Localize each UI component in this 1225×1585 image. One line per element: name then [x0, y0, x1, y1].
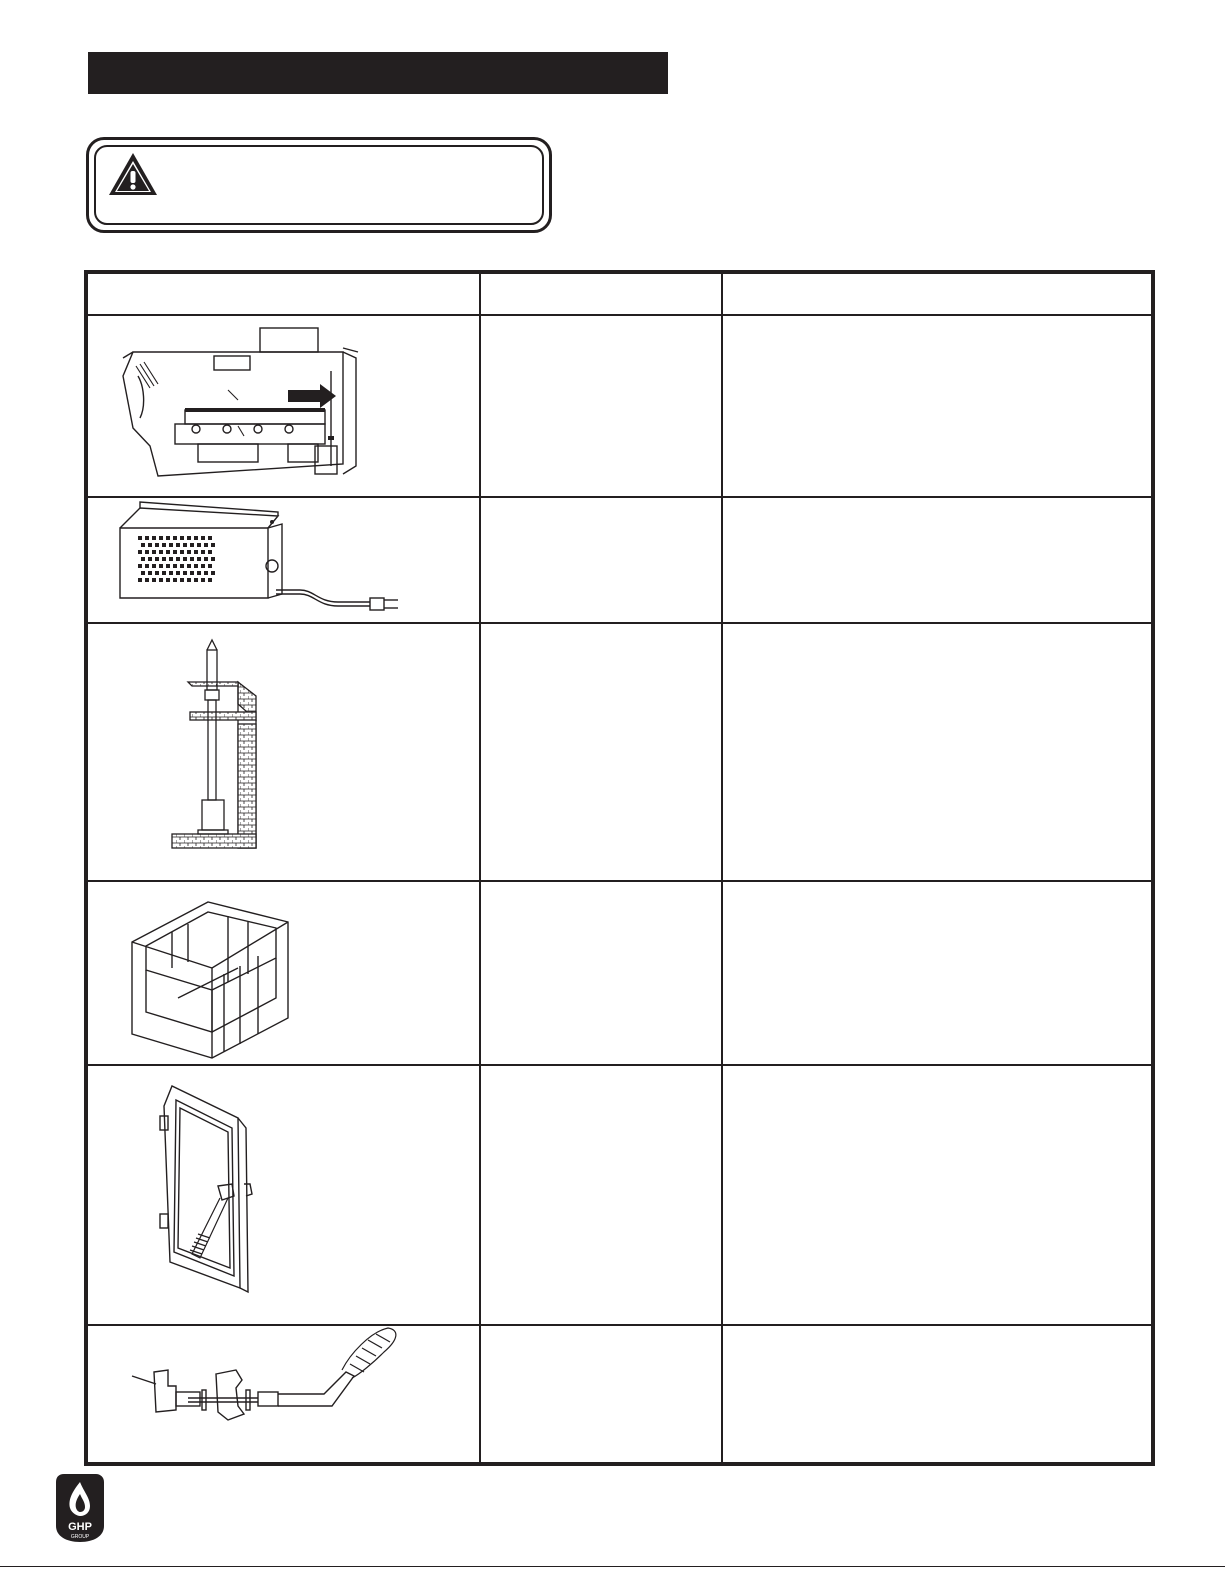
section-title-bar: [88, 52, 668, 94]
vent-hole: [141, 543, 145, 547]
part-cell: [480, 881, 722, 1065]
figure-cell: [86, 623, 480, 881]
table-row: [86, 1325, 1153, 1464]
vent-hole: [173, 564, 177, 568]
vent-hole: [197, 557, 201, 561]
logo-text: GHP: [68, 1521, 92, 1533]
vent-hole: [190, 557, 194, 561]
description-cell: [722, 623, 1153, 881]
vent-hole: [141, 557, 145, 561]
vent-hole: [162, 543, 166, 547]
vent-hole: [159, 550, 163, 554]
bottom-rule: [0, 1566, 1225, 1567]
vent-hole: [211, 571, 215, 575]
vent-hole: [194, 578, 198, 582]
parts-table: [84, 270, 1155, 1466]
vent-hole: [169, 557, 173, 561]
vent-hole: [138, 578, 142, 582]
blower-box-icon: [88, 498, 482, 622]
part-cell: [480, 1325, 722, 1464]
vent-hole: [197, 543, 201, 547]
glass-door-icon: [88, 1066, 482, 1324]
figure-cell: [86, 1325, 480, 1464]
burner-assembly-icon: [88, 316, 482, 494]
vent-hole: [204, 557, 208, 561]
vent-hole: [194, 564, 198, 568]
vent-hole: [201, 550, 205, 554]
description-cell: [722, 315, 1153, 497]
vent-hole: [145, 536, 149, 540]
vent-hole: [183, 571, 187, 575]
chimney-venting-icon: [88, 624, 482, 880]
vent-hole: [183, 543, 187, 547]
vent-hole: [155, 543, 159, 547]
vent-hole: [173, 550, 177, 554]
vent-hole: [180, 578, 184, 582]
figure-cell: [86, 497, 480, 623]
description-cell: [722, 1065, 1153, 1325]
vent-hole: [180, 550, 184, 554]
figure-cell: [86, 1065, 480, 1325]
vent-hole: [169, 571, 173, 575]
header-figure: [86, 272, 480, 315]
header-description: [722, 272, 1153, 315]
vent-hole: [211, 543, 215, 547]
vent-hole: [148, 557, 152, 561]
vent-hole: [201, 578, 205, 582]
vent-hole: [208, 564, 212, 568]
vent-hole: [148, 543, 152, 547]
description-cell: [722, 1325, 1153, 1464]
warning-triangle-icon: [107, 151, 159, 197]
part-cell: [480, 1065, 722, 1325]
vent-hole: [211, 557, 215, 561]
vent-hole: [166, 578, 170, 582]
vent-hole: [208, 578, 212, 582]
vent-hole: [194, 536, 198, 540]
header-part: [480, 272, 722, 315]
vent-hole: [138, 536, 142, 540]
vent-hole: [176, 571, 180, 575]
vent-hole: [208, 550, 212, 554]
vent-hole: [145, 578, 149, 582]
table-row: [86, 315, 1153, 497]
vent-hole: [187, 536, 191, 540]
part-cell: [480, 497, 722, 623]
ghp-group-logo: [52, 1474, 108, 1544]
vent-hole: [148, 571, 152, 575]
vent-hole: [152, 578, 156, 582]
warning-inner-border: [94, 145, 544, 225]
vent-hole: [159, 578, 163, 582]
vent-hole: [166, 536, 170, 540]
part-cell: [480, 623, 722, 881]
description-cell: [722, 497, 1153, 623]
vent-hole: [152, 564, 156, 568]
vent-hole: [187, 564, 191, 568]
vent-hole: [145, 564, 149, 568]
table-header-row: [86, 272, 1153, 315]
warning-box: [86, 137, 552, 233]
refractory-liner-icon: [88, 882, 482, 1064]
vent-hole: [162, 571, 166, 575]
vent-hole: [204, 543, 208, 547]
vent-hole: [145, 550, 149, 554]
vent-hole: [173, 536, 177, 540]
vent-hole: [169, 543, 173, 547]
logo-subtext: GROUP: [70, 1534, 90, 1540]
table-row: [86, 881, 1153, 1065]
vent-hole: [155, 571, 159, 575]
vent-hole: [190, 571, 194, 575]
vent-hole: [183, 557, 187, 561]
vent-hole: [180, 564, 184, 568]
vent-hole: [138, 550, 142, 554]
vent-hole: [208, 536, 212, 540]
vent-hole: [152, 550, 156, 554]
table-row: [86, 623, 1153, 881]
figure-cell: [86, 881, 480, 1065]
description-cell: [722, 881, 1153, 1065]
figure-cell: [86, 315, 480, 497]
vent-hole: [197, 571, 201, 575]
table-row: [86, 497, 1153, 623]
vent-hole: [159, 536, 163, 540]
vent-hole: [194, 550, 198, 554]
table-row: [86, 1065, 1153, 1325]
vent-hole: [138, 564, 142, 568]
vent-hole: [162, 557, 166, 561]
vent-hole: [204, 571, 208, 575]
vent-hole: [152, 536, 156, 540]
vent-hole: [166, 564, 170, 568]
vent-hole: [176, 543, 180, 547]
vent-hole: [180, 536, 184, 540]
vent-hole: [141, 571, 145, 575]
vent-hole: [201, 564, 205, 568]
vent-hole: [201, 536, 205, 540]
vent-hole: [187, 550, 191, 554]
vent-hole: [155, 557, 159, 561]
vent-hole: [166, 550, 170, 554]
vent-hole: [159, 564, 163, 568]
vent-hole: [176, 557, 180, 561]
part-cell: [480, 315, 722, 497]
door-handle-icon: [88, 1326, 482, 1460]
vent-hole: [173, 578, 177, 582]
vent-hole: [187, 578, 191, 582]
vent-hole: [190, 543, 194, 547]
